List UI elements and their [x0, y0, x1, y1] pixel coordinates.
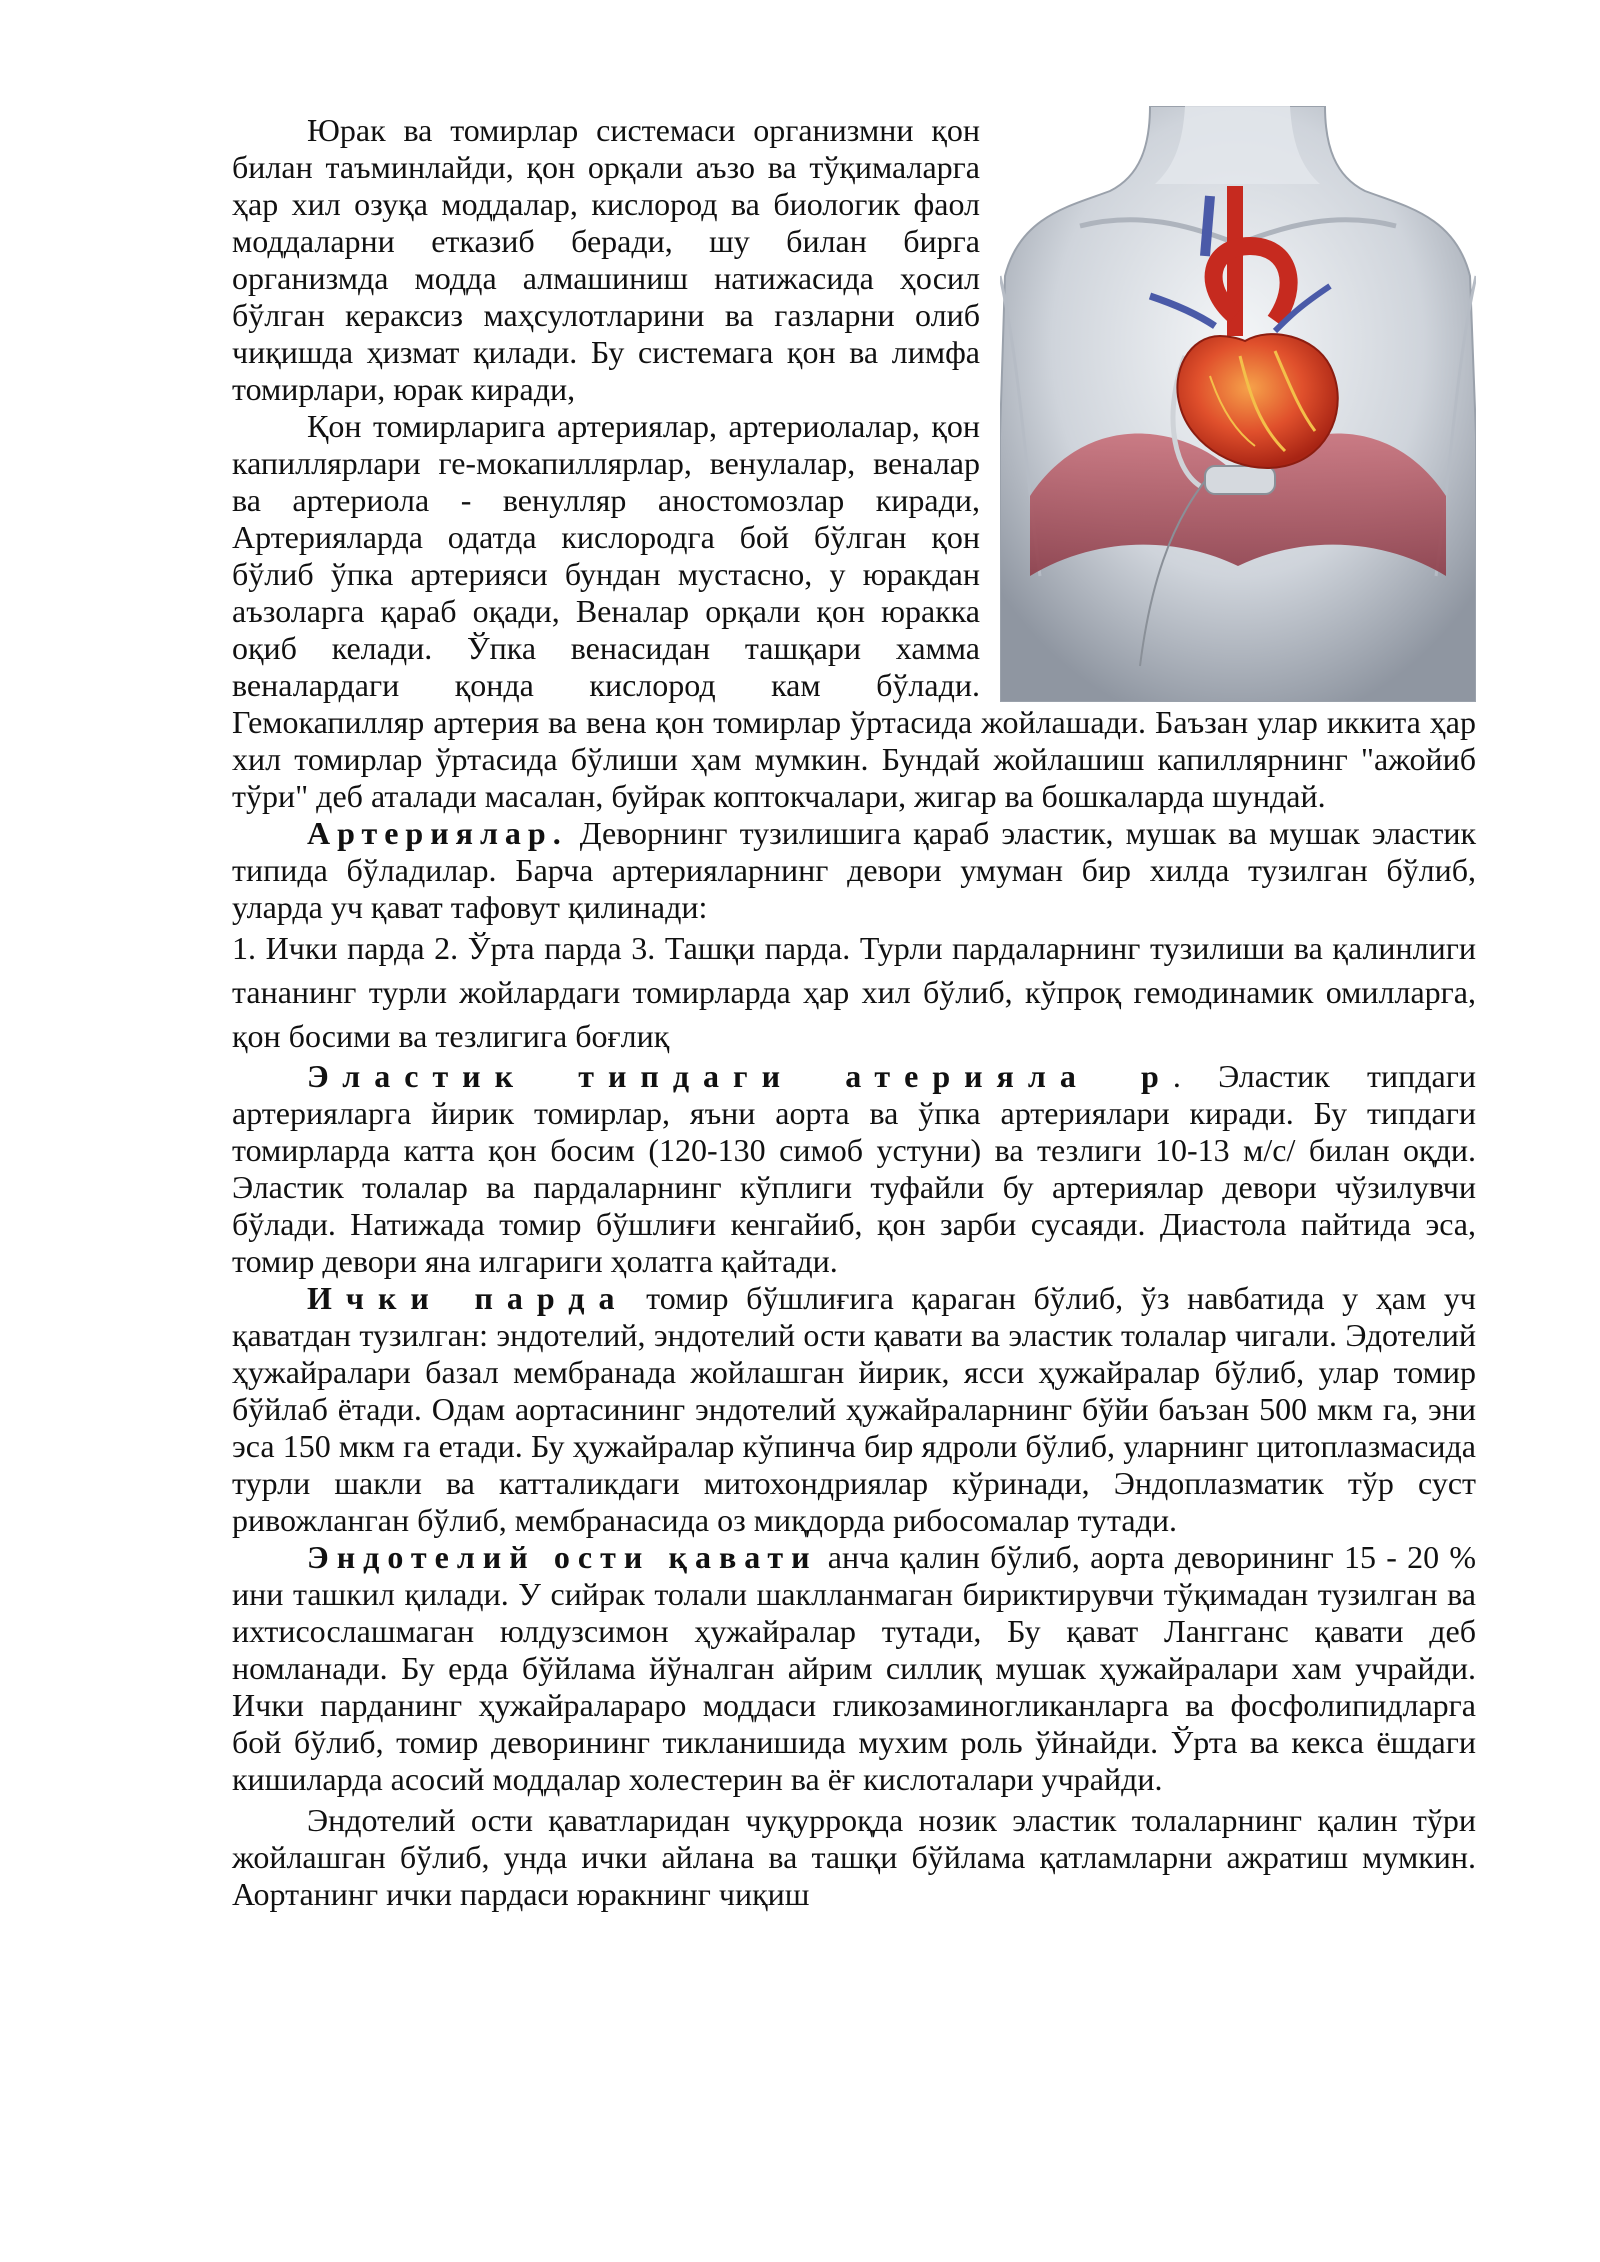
paragraph-subendothelial-text: анча қалин бўлиб, аорта деворининг 15 - 20 % ини ташкил қилади. У сийрак толали шаклланмаган бириктирувчи тўқимадан тузилган ва ихтисослашмаган юлдузсимон ҳужайралар тутади, Бу қават Лангганс қавати деб номланади. Бу ерда бўйлама йўналган айрим силлиқ мушак ҳужайралари хам учрайди. Ички парданинг ҳужайралараро моддаси гликозаминогликанларга ва фосфолипидларга бой бўлиб, томир деворининг тикланишида мухим роль ўйнайди. Ўрта ва кекса ёшдаги кишиларда асосий моддалар холестерин ва ёғ кислоталари учрайди. [232, 1539, 1477, 1797]
heading-elastic-arteries: Эластик типдаги атерияла р [307, 1058, 1173, 1094]
paragraph-intro: Юрак ва томирлар системаси организмни қон билан таъминлайди, қон орқали аъзо ва тўқималарга ҳар хил озуқа моддалар, кислород ва биологик фаол моддаларни етказиб беради, шу билан бирга организмда модда алмашиниш натижасида ҳосил бўлган кераксиз маҳсулотларини ва газларни олиб чиқишда ҳизмат қилади. Бу системага қон ва лимфа томирлари, юрак киради, [232, 112, 980, 407]
paragraph-subendothelial [232, 1539, 1476, 1798]
paragraph-vessels: Қон томирларига артериялар, артериолалар, қон капиллярлари ге-мокапиллярлар, венулалар, веналар ва артериола - венулляр аностомозлар киради, Артерияларда одатда кислородга бой бўлган қон бўлиб ўпка артерияси бундан мустасно, у юракдан аъзоларга қараб оқади, Веналар орқали қон юракка оқиб келади. Ўпка венасидан ташқари хамма веналардаги қонда кислород кам бўлади. Гемокапилляр артерия ва вена қон томирлар ўртасида жойлашади. Баъзан улар иккита ҳар хил томирлар ўртасида бўлиши ҳам мумкин. Бундай жойлашиш капиллярнинг "ажойиб тўри" деб аталади масалан, буйрак коптокчалари, жигар ва бошкаларда шундай. [232, 408, 1476, 814]
paragraph-elastic-text: . Эластик типдаги артерияларга йирик томирлар, яъни аорта ва ўпка артериялари киради. Бу типдаги томирларда катта қон босим (120-130 симоб устуни) ва тезлиги 10-13 м/с/ билан оқди. Эластик толалар ва пардаларнинг кўплиги туфайли бу артериялар девори чўзилувчи бўлади. Натижада томир бўшлиғи кенгайиб, қон зарби сусаяди. Диастола пайтида эса, томир девори яна илгариги ҳолатга қайтади. [232, 1058, 1477, 1279]
heart-illustration [1000, 106, 1476, 702]
heading-subendothelial: Эндотелий ости қавати [307, 1539, 818, 1575]
paragraph-inner-layer [232, 1280, 1476, 1539]
paragraph-arteries [232, 815, 1476, 926]
paragraph-layers: 1. Ички парда 2. Ўрта парда 3. Ташқи парда. Турли пардаларнинг тузилиши ва қалинлиги тананинг турли жойлардаги томирларда ҳар хил бўлиб, кўпроқ гемодинамик омилларга, қон босими ва тезлигига боғлиқ [232, 930, 1476, 1054]
paragraph-inner-layer-text: томир бўшлиғига қараган бўлиб, ўз навбатида у ҳам уч қаватдан тузилган: эндотелий, эндотелий ости қавати ва эластик толалар чигали. Эдотелий ҳужайралари базал мембранада жойлашган йирик, ясси ҳужайралар бўлиб, улар томир бўйлаб ётади. Одам аортасининг эндотелий ҳужайраларнинг бўйи баъзан 500 мкм га, эни эса 150 мкм га етади. Бу ҳужайралар кўпинча бир ядроли бўлиб, уларнинг цитоплазмасида турли шакли ва катталикдаги митохондриялар кўринади, Эндоплазматик тўр суст ривожланган бўлиб, мембранасида оз миқдорда рибосомалар тутади. [232, 1280, 1477, 1538]
heading-inner-layer: Ички парда [307, 1280, 629, 1316]
heading-arteries: Артериялар. [307, 815, 568, 851]
document-page [232, 112, 1476, 1913]
paragraph-elastic-network: Эндотелий ости қаватларидан чуқурроқда нозик эластик толаларнинг қалин тўри жойлашган бўлиб, унда ички айлана ва ташқи бўйлама қатламларни ажратиш мумкин. Аортанинг ички пардаси юракнинг чиқиш [232, 1802, 1476, 1912]
paragraph-elastic [232, 1058, 1476, 1280]
paragraph-arteries-text: Деворнинг тузилишига қараб эластик, мушак ва мушак эластик типида бўладилар. Барча артерияларнинг девори умуман бир хилда тузилган бўлиб, уларда уч қават тафовут қилинади: [232, 815, 1476, 925]
